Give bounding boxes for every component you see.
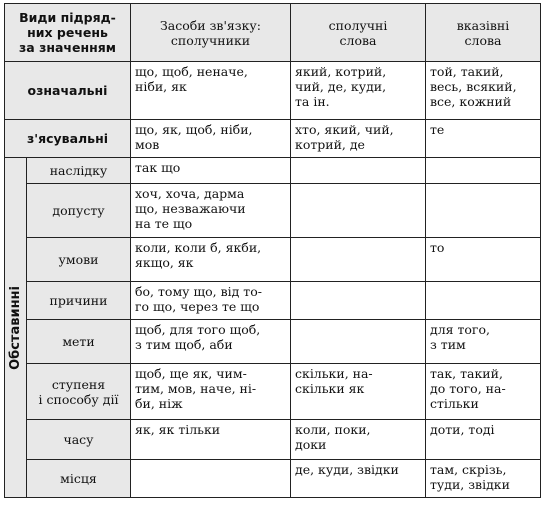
table-cell: щоб, для того щоб, з тим щоб, аби — [131, 320, 291, 364]
table-cell — [291, 282, 426, 320]
table-cell — [291, 320, 426, 364]
table-row — [5, 120, 541, 158]
table-row — [5, 320, 541, 364]
table-cell: щоб, ще як, чим- тим, мов, наче, ні- би, ніж — [131, 364, 291, 420]
table-cell: коли, поки, доки — [291, 420, 426, 460]
table-row — [5, 364, 541, 420]
table-cell — [291, 158, 426, 184]
table-cell — [426, 184, 541, 238]
table-row — [5, 420, 541, 460]
table-cell: той, такий, весь, всякий, все, кожний — [426, 62, 541, 120]
table-cell: так, такий, до того, на- стільки — [426, 364, 541, 420]
row-label: наслідку — [27, 158, 131, 184]
row-label: допусту — [27, 184, 131, 238]
header-demonstrative-words: вказівні слова — [426, 4, 541, 62]
table-cell: так що — [131, 158, 291, 184]
table-cell: скільки, на- скільки як — [291, 364, 426, 420]
row-label: причини — [27, 282, 131, 320]
header-conjunctions: Засоби зв'язку: сполучники — [131, 4, 291, 62]
table-cell — [291, 184, 426, 238]
table-cell: що, як, щоб, ніби, мов — [131, 120, 291, 158]
table-cell — [291, 238, 426, 282]
table-row — [5, 238, 541, 282]
table-cell: який, котрий, чий, де, куди, та ін. — [291, 62, 426, 120]
table-cell: де, куди, звідки — [291, 460, 426, 498]
table-cell — [131, 460, 291, 498]
table-cell: коли, коли б, якби, якщо, як — [131, 238, 291, 282]
table-cell: для того, з тим — [426, 320, 541, 364]
table-cell: доти, тоді — [426, 420, 541, 460]
table-cell: що, щоб, неначе, ніби, як — [131, 62, 291, 120]
table-row — [5, 62, 541, 120]
row-label: умови — [27, 238, 131, 282]
row-label: мети — [27, 320, 131, 364]
table-cell: бо, тому що, від то- го що, через те що — [131, 282, 291, 320]
table-cell: там, скрізь, туди, звідки — [426, 460, 541, 498]
table-cell: то — [426, 238, 541, 282]
subordinate-clauses-table — [4, 3, 541, 498]
table-cell: як, як тільки — [131, 420, 291, 460]
table-cell: хоч, хоча, дарма що, незважаючи на те що — [131, 184, 291, 238]
table-row — [5, 158, 541, 184]
row-label: з'ясувальні — [5, 120, 131, 158]
table-cell — [426, 158, 541, 184]
table-row — [5, 460, 541, 498]
row-label: часу — [27, 420, 131, 460]
header-relative-words: сполучні слова — [291, 4, 426, 62]
row-label: місця — [27, 460, 131, 498]
table-row — [5, 282, 541, 320]
table-cell — [426, 282, 541, 320]
table-row — [5, 184, 541, 238]
header-row — [5, 4, 541, 62]
header-clause-types: Види підряд- них речень за значенням — [5, 4, 131, 62]
table-cell: хто, який, чий, котрий, де — [291, 120, 426, 158]
row-label: означальні — [5, 62, 131, 120]
row-label: ступеня і способу дії — [27, 364, 131, 420]
adverbial-group-label: Обставинні — [5, 158, 27, 498]
table-cell: те — [426, 120, 541, 158]
